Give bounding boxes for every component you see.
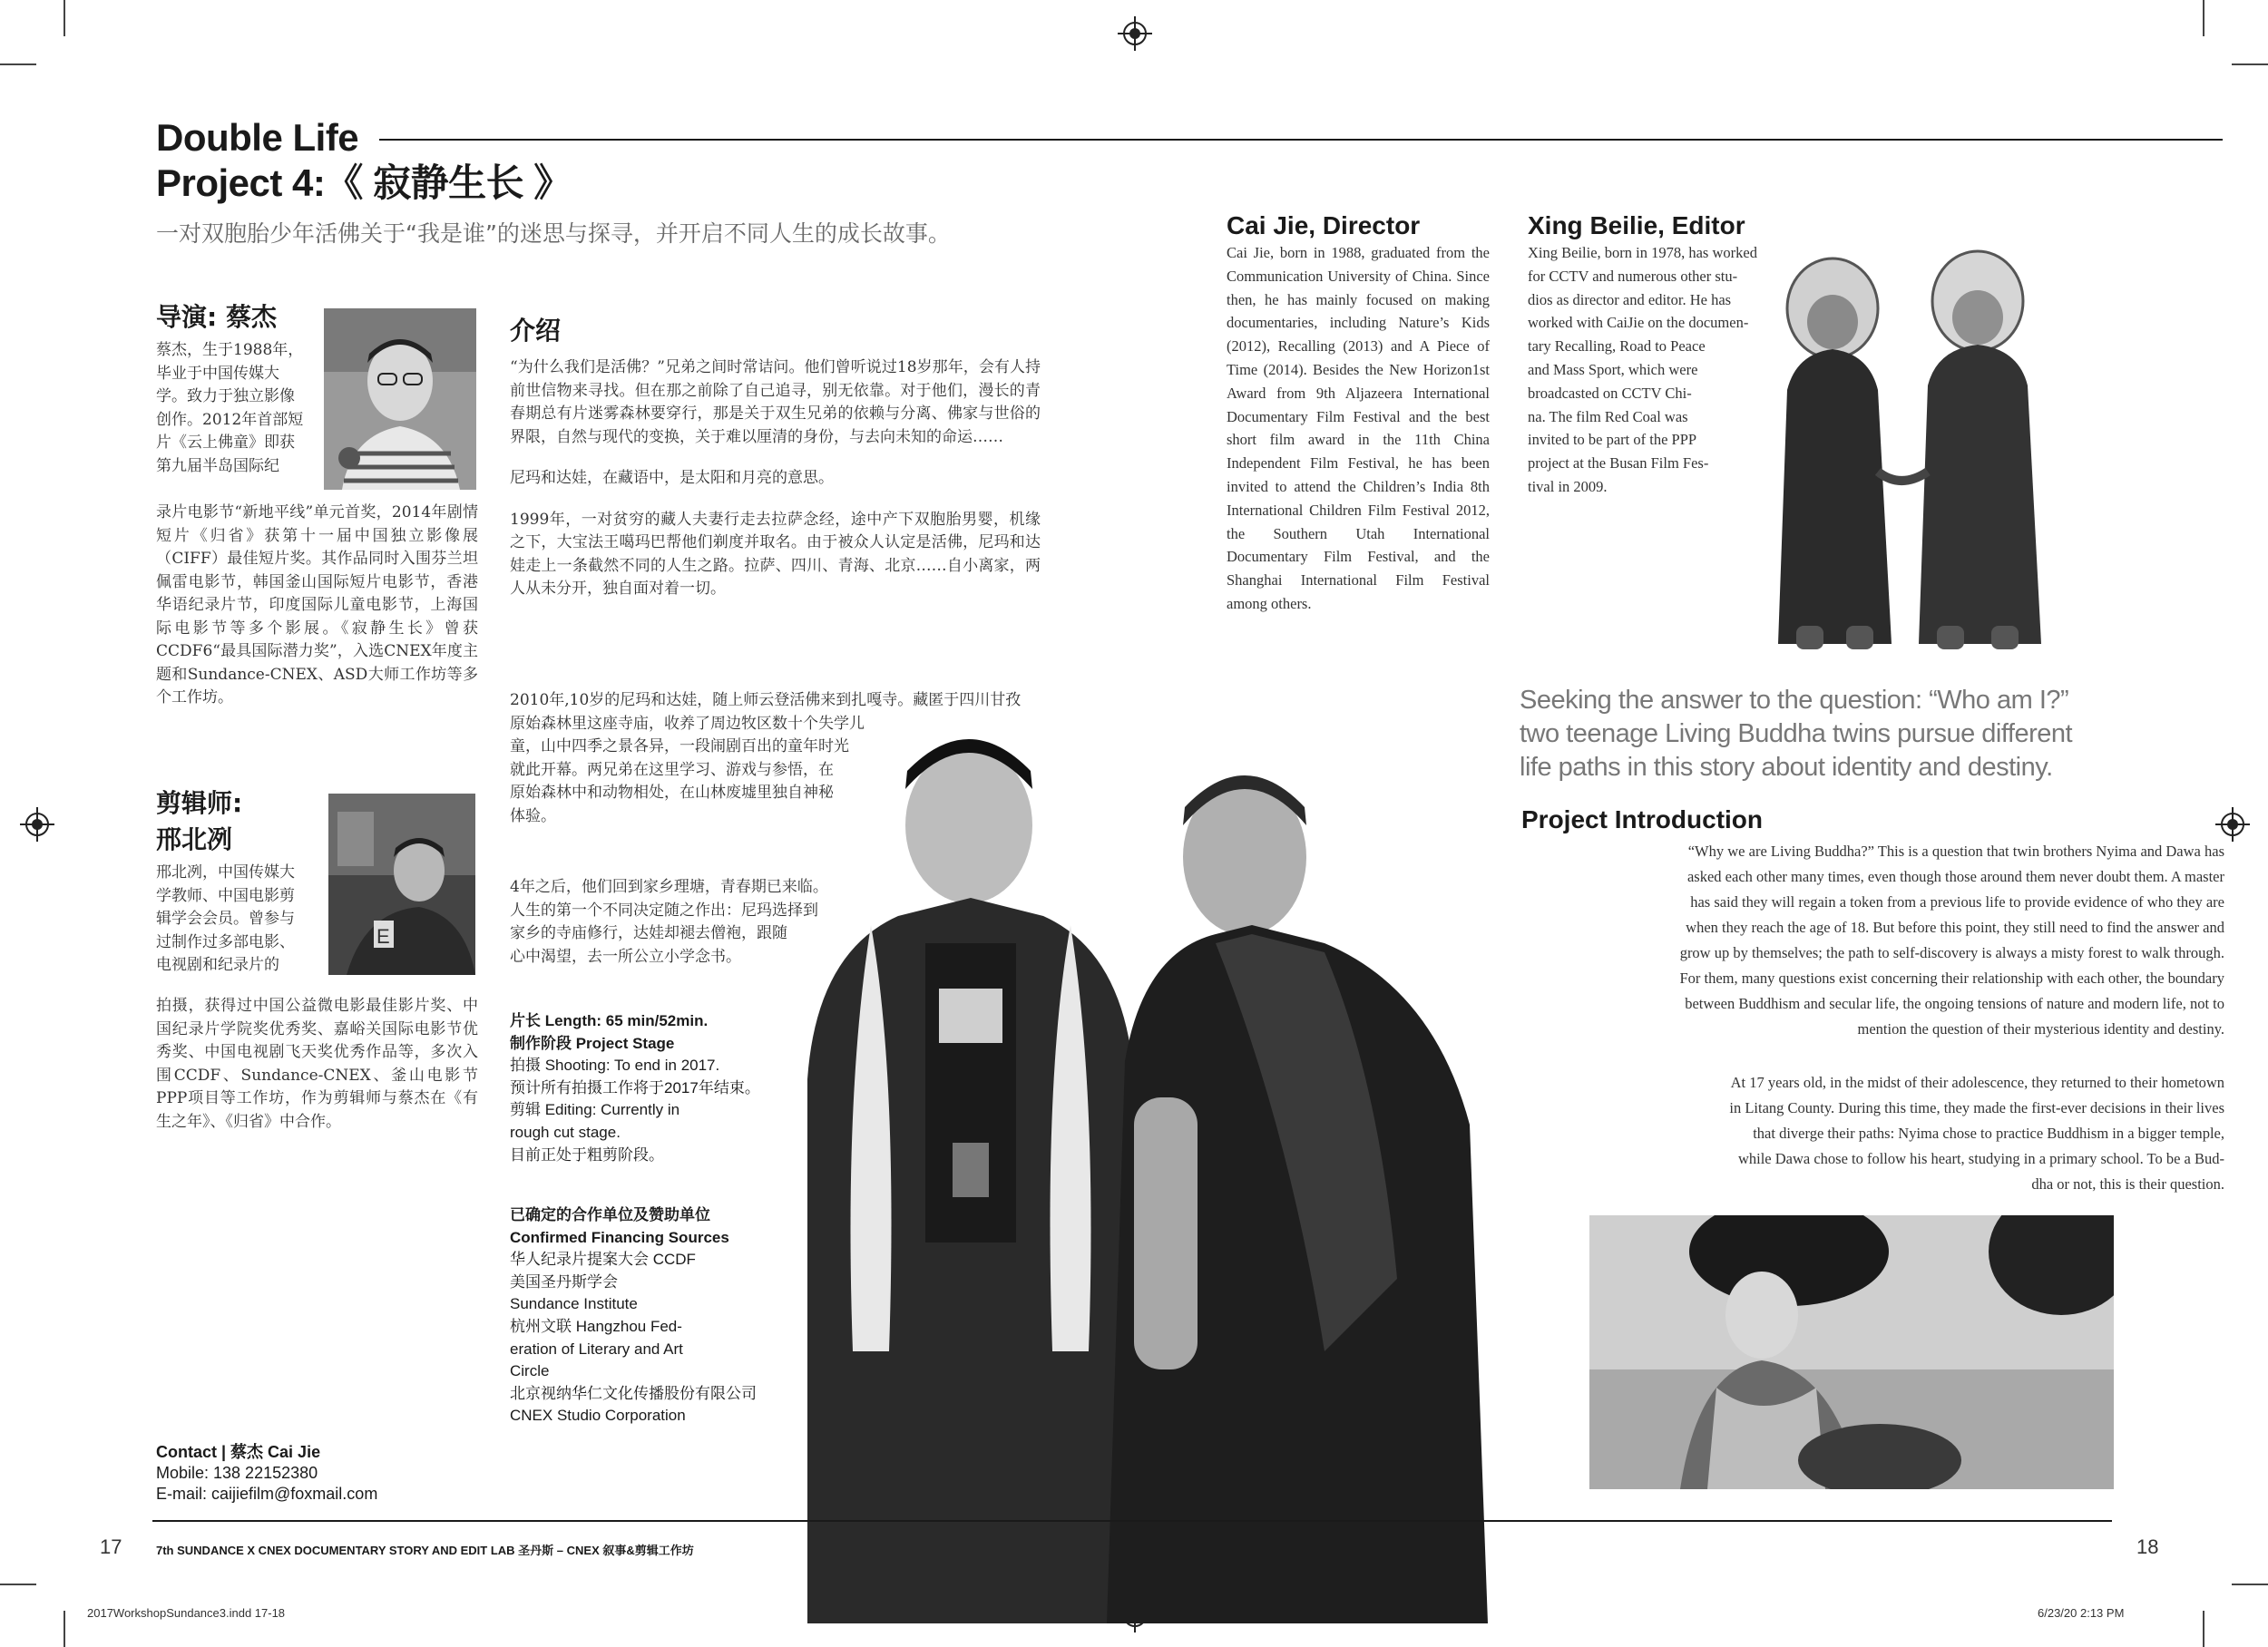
- running-footer: 7th SUNDANCE X CNEX DOCUMENTARY STORY AND EDIT LAB 圣丹斯 – CNEX 叙事&剪辑工作坊: [156, 1544, 694, 1557]
- crop-mark: [64, 0, 65, 36]
- intro-cn-body: [510, 356, 1041, 619]
- crop-mark: [2232, 63, 2268, 65]
- editor-cn-heading: 剪辑师: 邢北冽: [156, 788, 243, 854]
- contact-block: Contact | 蔡杰 Cai Jie Mobile: 138 22152380 E-mail: caijiefilm@foxmail.com: [156, 1442, 483, 1505]
- crop-mark: [2232, 1584, 2268, 1585]
- contact-name: 蔡杰 Cai Jie: [230, 1443, 321, 1461]
- director-cn-bio-narrow: 蔡杰，生于1988年， 毕业于中国传媒大 学。致力于独立影像 创作。2012年首部短 片《云上佛童》即获 第九届半岛国际纪: [156, 341, 304, 475]
- children-photo: [1742, 245, 2068, 653]
- page-number-right: 18: [2136, 1535, 2159, 1558]
- editor-photo: [328, 794, 475, 975]
- twins-photo: [744, 716, 1579, 1623]
- director-en-heading: Cai Jie, Director: [1227, 211, 1421, 239]
- intro-cn-p4: 2010年,10岁的尼玛和达娃，随上师云登活佛来到扎嘎寺。藏匿于四川甘孜 原始森林里这座寺庙，收养了周边牧区数十个失学儿 童，山中四季之景各异，一段闹剧百出的童年时光 就此开幕。两兄弟在这里学习、游戏与参悟，在 原始森林中和动物相处，在山林废墟里独自神秘 体验。: [510, 691, 1022, 825]
- intro-cn-p2: 尼玛和达娃，在藏语中，是太阳和月亮的意思。: [510, 469, 834, 487]
- intro-cn-heading: 介绍: [510, 316, 562, 346]
- tagline: Seeking the answer to the question: “Who am I?” two teenage Living Buddha twins pursue different life paths in this story about identity and destiny.: [1520, 686, 2073, 782]
- intro-en-heading: Project Introduction: [1521, 805, 1763, 833]
- editor-cn-bio-wide: 拍摄，获得过中国公益微电影最佳影片奖、中国纪录片学院奖优秀奖、嘉峪关国际电影节优秀奖、中国电视剧飞天奖优秀作品等，多次入围CCDF、Sundance-CNEX、釜山电影节PPP项目等工作坊，作为剪辑师与蔡杰在《有生之年》、《归省》中合作。: [156, 997, 478, 1131]
- ceremony-photo: [1589, 1215, 2114, 1489]
- editor-en-bio: Xing Beilie, born in 1978, has worked for CCTV and numerous other stu- dios as director and editor. He has worked with CaiJie on the documen- tary Recalling, Road to Peace and Mass Sport, which were broadcasted on CCTV Chi- na. The film Red Coal was invited to be part of the PPP project at the Busan Film Fes- tival in 2009.: [1528, 244, 1757, 495]
- intro-en-p1: “Why we are Living Buddha?” This is a question that twin brothers Nyima and Dawa has asked each other many times, even though those around them never doubt them. A master has said they will regain a token from a previous life to provide evidence of who they are when they reach the age of 18. But before this point, they still need to find the answer and grow up by themselves; the path to self-discovery is always a misty forest to walk through. For them, many questions exist concerning their relationship with each other, the boundary between Buddhism and secular life, the ongoing tensions of nature and modern life, not to mention the question of their mysterious identity and destiny.: [1679, 843, 2224, 1038]
- contact-email[interactable]: E-mail: caijiefilm@foxmail.com: [156, 1485, 378, 1503]
- svg-text:E: E: [376, 925, 390, 948]
- intro-cn-p3: 1999年，一对贫穷的藏人夫妻行走去拉萨念经，途中产下双胞胎男婴，机缘之下，大宝法王噶玛巴帮他们剃度并取名。由于被众人认定是活佛，尼玛和达娃走上一条截然不同的人生之路。拉萨、四川、青海、北京……自小离家，两人从未分开，独自面对着一切。: [510, 510, 1041, 598]
- financing-block: [510, 1204, 782, 1428]
- project-stage: 制作阶段 Project Stage: [510, 1034, 675, 1052]
- subtitle-cn: 一对双胞胎少年活佛关于“我是谁”的迷思与探寻，并开启不同人生的成长故事。: [156, 220, 951, 247]
- footer-rule: [152, 1520, 2112, 1522]
- slug-left: 2017WorkshopSundance3.indd 17-18: [87, 1606, 286, 1620]
- crop-mark: [64, 1611, 65, 1647]
- director-photo: [324, 308, 476, 490]
- page-title-line1: Double Life: [156, 116, 359, 159]
- financing-item: 杭州文联 Hangzhou Fed-: [510, 1317, 682, 1335]
- editor-en-heading: Xing Beilie, Editor: [1528, 211, 1745, 239]
- director-cn-bio-wide: 录片电影节“新地平线”单元首奖，2014年剧情短片《归省》获第十一届中国独立影像展（CIFF）最佳短片奖。其作品同时入围芬兰坦佩雷电影节，韩国釜山国际短片电影节，香港华语纪录片节，印度国际儿童电影节，上海国际电影节等多个影展。《寂静生长》曾获CCDF6“最具国际潜力奖”，入选CNEX年度主题和Sundance-CNEX、ASD大师工作坊等多个工作坊。: [156, 503, 478, 707]
- crop-mark: [0, 63, 36, 65]
- crop-mark: [0, 1584, 36, 1585]
- registration-mark-icon: [25, 813, 49, 836]
- financing-item: 北京视纳华仁文化传播股份有限公司: [510, 1384, 757, 1402]
- project-shooting: 拍摄 Shooting: To end in 2017.: [510, 1057, 720, 1075]
- project-editing-cn: 目前正处于粗剪阶段。: [510, 1145, 664, 1164]
- crop-mark: [2203, 1611, 2204, 1647]
- project-shooting-cn: 预计所有拍摄工作将于2017年结束。: [510, 1078, 760, 1096]
- director-en-bio: Cai Jie, born in 1988, graduated from the Communication University of China. Since then, he has mainly focused on making documentaries, including Nature’s Kids (2012), Recalling (2013) and A Piece of Time (2014). Besides the New Horizon1st Award from 9th Aljazeera International Documentary Film Festival and the best short film award in the 11th China Independent Film Festival, he has been invited to attend the Children’s India 8th International Children Film Festival 2012, the Southern Utah International Documentary Film Festival, and the Shanghai International Film Festival among others.: [1227, 244, 1490, 612]
- contact-mobile: Mobile: 138 22152380: [156, 1464, 318, 1482]
- financing-item: CNEX Studio Corporation: [510, 1407, 686, 1425]
- project-length: 片长 Length: 65 min/52min.: [510, 1012, 709, 1029]
- intro-en-p2: At 17 years old, in the midst of their adolescence, they returned to their hometown in Litang County. During this time, they made the first-ever decisions in their lives that diverge their paths: Nyima chose to practice Buddhism in a bigger temple, while Dawa chose to follow his heart, studying in a primary school. To be a Bud- dha or not, this is their question.: [1729, 1074, 2224, 1193]
- page-title-line2: Project 4:《 寂静生长 》: [156, 161, 572, 204]
- intro-cn-p1: “为什么我们是活佛？”兄弟之间时常诘问。他们曾听说过18岁那年，会有人持前世信物来寻找。但在那之前除了自己追寻，别无依靠。对于他们，漫长的青春期总有片迷雾森林要穿行，那是关于双生兄弟的依赖与分离、佛家与世俗的界限，自然与现代的变换，关于难以厘清的身份，与去向未知的命运……: [510, 358, 1041, 446]
- intro-cn-p5: 4年之后，他们回到家乡理塘，青春期已来临。 人生的第一个不同决定随之作出：尼玛选择到 家乡的寺庙修行，达娃却褪去僧袍，跟随 心中渴望，去一所公立小学念书。: [510, 878, 828, 966]
- project-editing: 剪辑 Editing: Currently in: [510, 1101, 680, 1119]
- financing-item: Sundance Institute: [510, 1295, 638, 1313]
- financing-item: 华人纪录片提案大会 CCDF: [510, 1251, 696, 1269]
- director-cn-heading: 导演: 蔡杰: [156, 302, 277, 332]
- contact-label: Contact: [156, 1443, 217, 1461]
- registration-mark-icon: [2221, 813, 2244, 836]
- slug-right: 6/23/20 2:13 PM: [2038, 1606, 2125, 1620]
- title-rule: [379, 139, 2223, 141]
- editor-cn-bio-narrow: 邢北冽，中国传媒大 学教师、中国电影剪 辑学会会员。曾参与 过制作过多部电影、 电视剧和纪录片的: [156, 863, 295, 974]
- page-number-left: 17: [100, 1535, 122, 1558]
- financing-item: eration of Literary and Art: [510, 1340, 683, 1358]
- financing-item: 美国圣丹斯学会: [510, 1272, 618, 1291]
- financing-heading-cn: 已确定的合作单位及赞助单位: [510, 1206, 710, 1223]
- registration-mark-icon: [1123, 22, 1147, 45]
- financing-heading-en: Confirmed Financing Sources: [510, 1228, 729, 1246]
- financing-item: Circle: [510, 1362, 550, 1380]
- crop-mark: [2203, 0, 2204, 36]
- project-info: 片长 Length: 65 min/52min. 制作阶段 Project Stage 拍摄 Shooting: To end in 2017. 预计所有拍摄工作将于2017年结束。 剪辑 Editing: Currently in rough cut stage. 目前正处于粗剪阶段。: [510, 1010, 782, 1166]
